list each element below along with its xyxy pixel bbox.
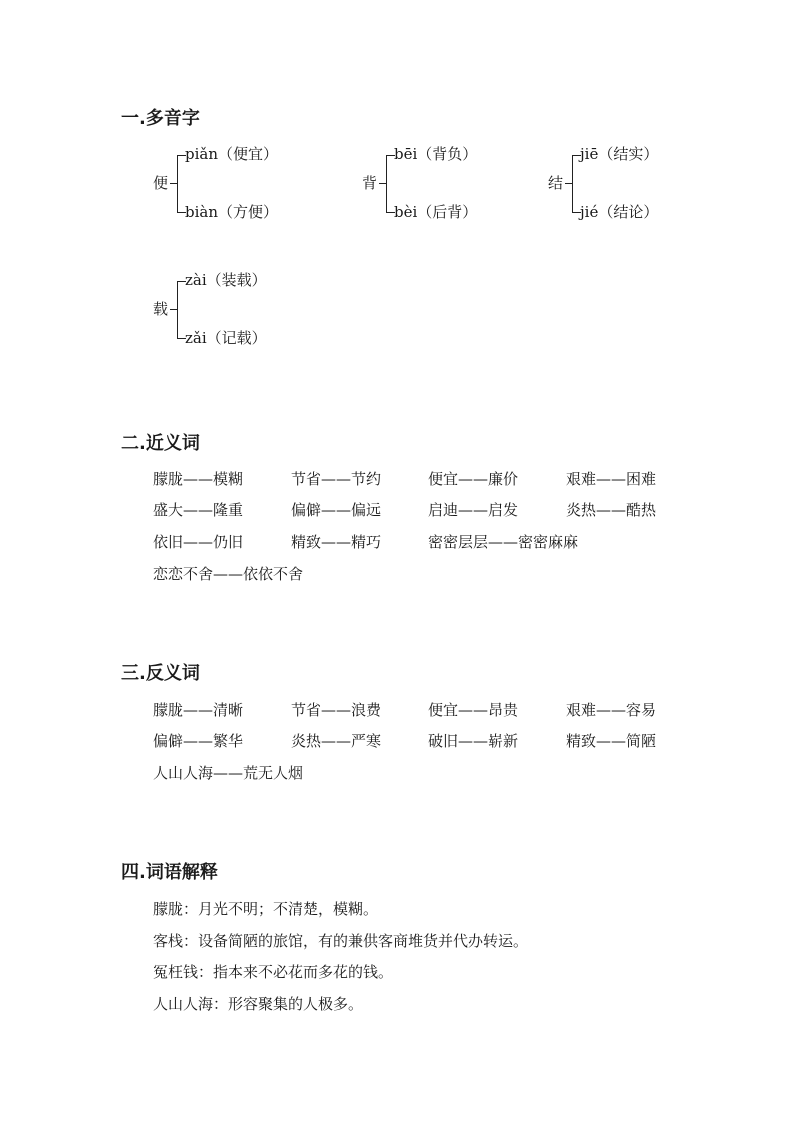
synonym-pair: 朦胧——模糊 — [153, 470, 244, 488]
polyphonic-entry-jie — [548, 145, 688, 221]
antonym-pair: 便宜——昂贵 — [428, 701, 519, 719]
antonym-pair: 偏僻——繁华 — [153, 732, 244, 750]
bracket-stem — [565, 183, 572, 184]
antonym-pair: 破旧——崭新 — [428, 732, 519, 750]
reading-1: zài（装载） — [185, 271, 267, 289]
bracket-stem — [170, 309, 177, 310]
definition-line: 人山人海：形容聚集的人极多。 — [153, 995, 364, 1013]
antonym-pair: 人山人海——荒无人烟 — [153, 764, 304, 782]
synonym-pair: 节省——节约 — [291, 470, 382, 488]
synonym-pair: 依旧——仍旧 — [153, 533, 244, 551]
definition-line: 客栈：设备简陋的旅馆，有的兼供客商堆货并代办转运。 — [153, 932, 529, 950]
synonym-pair: 启迪——启发 — [428, 501, 519, 519]
reading-2: jié（结论） — [580, 203, 659, 221]
antonym-pair: 节省——浪费 — [291, 701, 382, 719]
synonym-pair: 密密层层——密密麻麻 — [428, 533, 579, 551]
antonym-pair: 炎热——严寒 — [291, 732, 382, 750]
polyphonic-entry-zai — [153, 271, 293, 347]
bracket-stem — [170, 183, 177, 184]
definition-line: 朦胧：月光不明；不清楚，模糊。 — [153, 900, 379, 918]
antonym-pair: 朦胧——清晰 — [153, 701, 244, 719]
reading-2: zǎi（记载） — [185, 329, 267, 347]
synonym-pair: 恋恋不舍——依依不舍 — [153, 565, 304, 583]
synonym-pair: 偏僻——偏远 — [291, 501, 382, 519]
section-title-antonyms: 三.反义词 — [121, 663, 200, 684]
reading-1: piǎn（便宜） — [185, 145, 279, 163]
reading-1: jiē（结实） — [580, 145, 659, 163]
section-title-synonyms: 二.近义词 — [121, 433, 200, 454]
synonym-pair: 炎热——酷热 — [566, 501, 657, 519]
reading-2: biàn（方便） — [185, 203, 279, 221]
polyphonic-entry-bei — [362, 145, 502, 221]
antonym-pair: 艰难——容易 — [566, 701, 657, 719]
synonym-pair: 艰难——困难 — [566, 470, 657, 488]
poly-char: 载 — [153, 300, 169, 318]
poly-char: 便 — [153, 174, 169, 192]
synonym-pair: 精致——精巧 — [291, 533, 382, 551]
poly-char: 背 — [362, 174, 378, 192]
bracket-stem — [379, 183, 386, 184]
reading-1: bēi（背负） — [394, 145, 478, 163]
reading-2: bèi（后背） — [394, 203, 478, 221]
section-title-definitions: 四.词语解释 — [121, 862, 218, 883]
definition-line: 冤枉钱：指本来不必花而多花的钱。 — [153, 963, 394, 981]
polyphonic-entry-bian — [153, 145, 293, 221]
antonym-pair: 精致——简陋 — [566, 732, 657, 750]
poly-char: 结 — [548, 174, 564, 192]
synonym-pair: 盛大——隆重 — [153, 501, 244, 519]
synonym-pair: 便宜——廉价 — [428, 470, 519, 488]
section-title-polyphonic: 一.多音字 — [121, 108, 200, 129]
